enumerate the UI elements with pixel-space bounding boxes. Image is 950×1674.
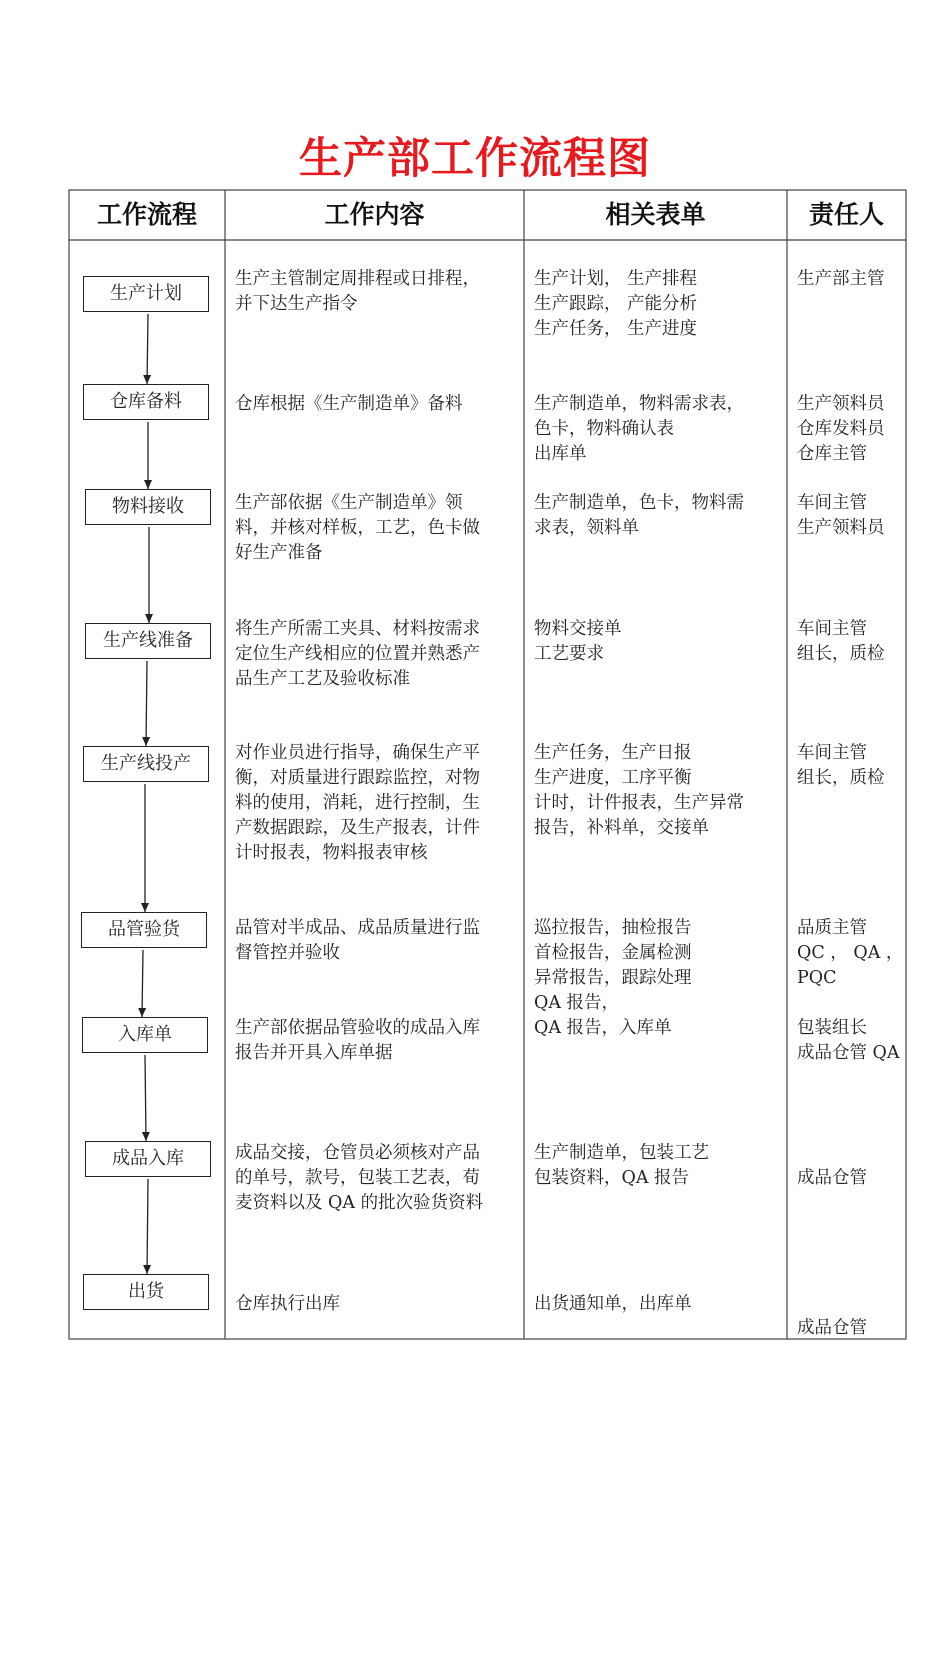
owner-cell: 包装组长 成品仓管 QA — [797, 1018, 900, 1063]
content-cell: 仓库执行出库 — [235, 1294, 340, 1314]
owner-cell: 生产领料员 仓库发料员 仓库主管 — [797, 394, 885, 464]
flow-step-production-plan: 生产计划 — [83, 276, 209, 312]
forms-cell: 生产任务，生产日报 生产进度，工序平衡 计时，计件报表，生产异常 报告，补料单，交接单 — [534, 743, 744, 838]
flow-step-shipment: 出货 — [83, 1274, 209, 1310]
flow-arrow — [146, 661, 147, 746]
forms-cell: 生产制造单，包装工艺 包装资料，QA 报告 — [534, 1143, 709, 1188]
header-owner: 责任人 — [808, 200, 884, 229]
content-cell: 将生产所需工夹具、材料按需求 定位生产线相应的位置并熟悉产 品生产工艺及验收标准 — [235, 619, 480, 689]
header-forms: 相关表单 — [605, 200, 706, 229]
forms-cell: 生产制造单，色卡，物料需 求表，领料单 — [534, 493, 744, 538]
content-cell: 生产部依据品管验收的成品入库 报告并开具入库单据 — [235, 1018, 480, 1063]
header-content: 工作内容 — [324, 200, 425, 229]
flow-arrow — [147, 314, 148, 384]
content-cell: 成品交接，仓管员必须核对产品 的单号，款号，包装工艺表，荀 麦资料以及 QA 的批次验货资料 — [235, 1143, 484, 1213]
owner-cell: 成品仓管 — [797, 1318, 867, 1338]
content-cell: 仓库根据《生产制造单》备料 — [235, 394, 463, 414]
owner-cell: 生产部主管 — [797, 269, 885, 289]
flow-step-line-production: 生产线投产 — [83, 746, 209, 782]
flow-step-warehouse-prep: 仓库备料 — [83, 384, 209, 420]
content-cell: 对作业员进行指导，确保生产平 衡，对质量进行跟踪监控，对物 料的使用，消耗，进行控制，生 产数据跟踪，及生产报表，计件 计时报表，物料报表审核 — [235, 743, 480, 863]
content-cell: 生产部依据《生产制造单》领 料，并核对样板，工艺，色卡做 好生产准备 — [235, 493, 480, 563]
flow-arrow — [142, 950, 143, 1017]
flow-step-qc-inspection: 品管验货 — [81, 912, 207, 948]
flow-step-material-receipt: 物料接收 — [85, 489, 211, 525]
forms-cell: 生产计划， 生产排程 生产跟踪， 产能分析 生产任务， 生产进度 — [534, 269, 698, 339]
forms-cell: 物料交接单 工艺要求 — [534, 619, 622, 664]
flow-arrow — [147, 1179, 148, 1274]
flow-arrow — [145, 1055, 146, 1141]
flow-step-finished-storage: 成品入库 — [85, 1141, 211, 1177]
owner-cell: 成品仓管 — [797, 1168, 867, 1188]
owner-cell: 车间主管 组长，质检 — [797, 619, 885, 664]
owner-cell: 车间主管 组长，质检 — [797, 743, 885, 788]
forms-cell: 出货通知单，出库单 — [534, 1294, 692, 1314]
content-cell: 生产主管制定周排程或日排程， 并下达生产指令 — [235, 269, 480, 314]
flow-step-receipt-note: 入库单 — [82, 1017, 208, 1053]
forms-cell: 巡拉报告，抽检报告 首检报告，金属检测 异常报告，跟踪处理 QA 报告， QA 报告，入库单 — [534, 918, 692, 1038]
owner-cell: 车间主管 生产领料员 — [797, 493, 885, 538]
flow-step-line-prep: 生产线准备 — [85, 623, 211, 659]
content-cell: 品管对半成品、成品质量进行监 督管控并验收 — [235, 918, 480, 963]
page-title: 生产部工作流程图 — [299, 134, 651, 184]
forms-cell: 生产制造单，物料需求表， 色卡，物料确认表 出库单 — [534, 394, 744, 464]
header-workflow: 工作流程 — [96, 200, 197, 229]
owner-cell: 品质主管 QC ， QA ， PQC — [797, 918, 904, 988]
